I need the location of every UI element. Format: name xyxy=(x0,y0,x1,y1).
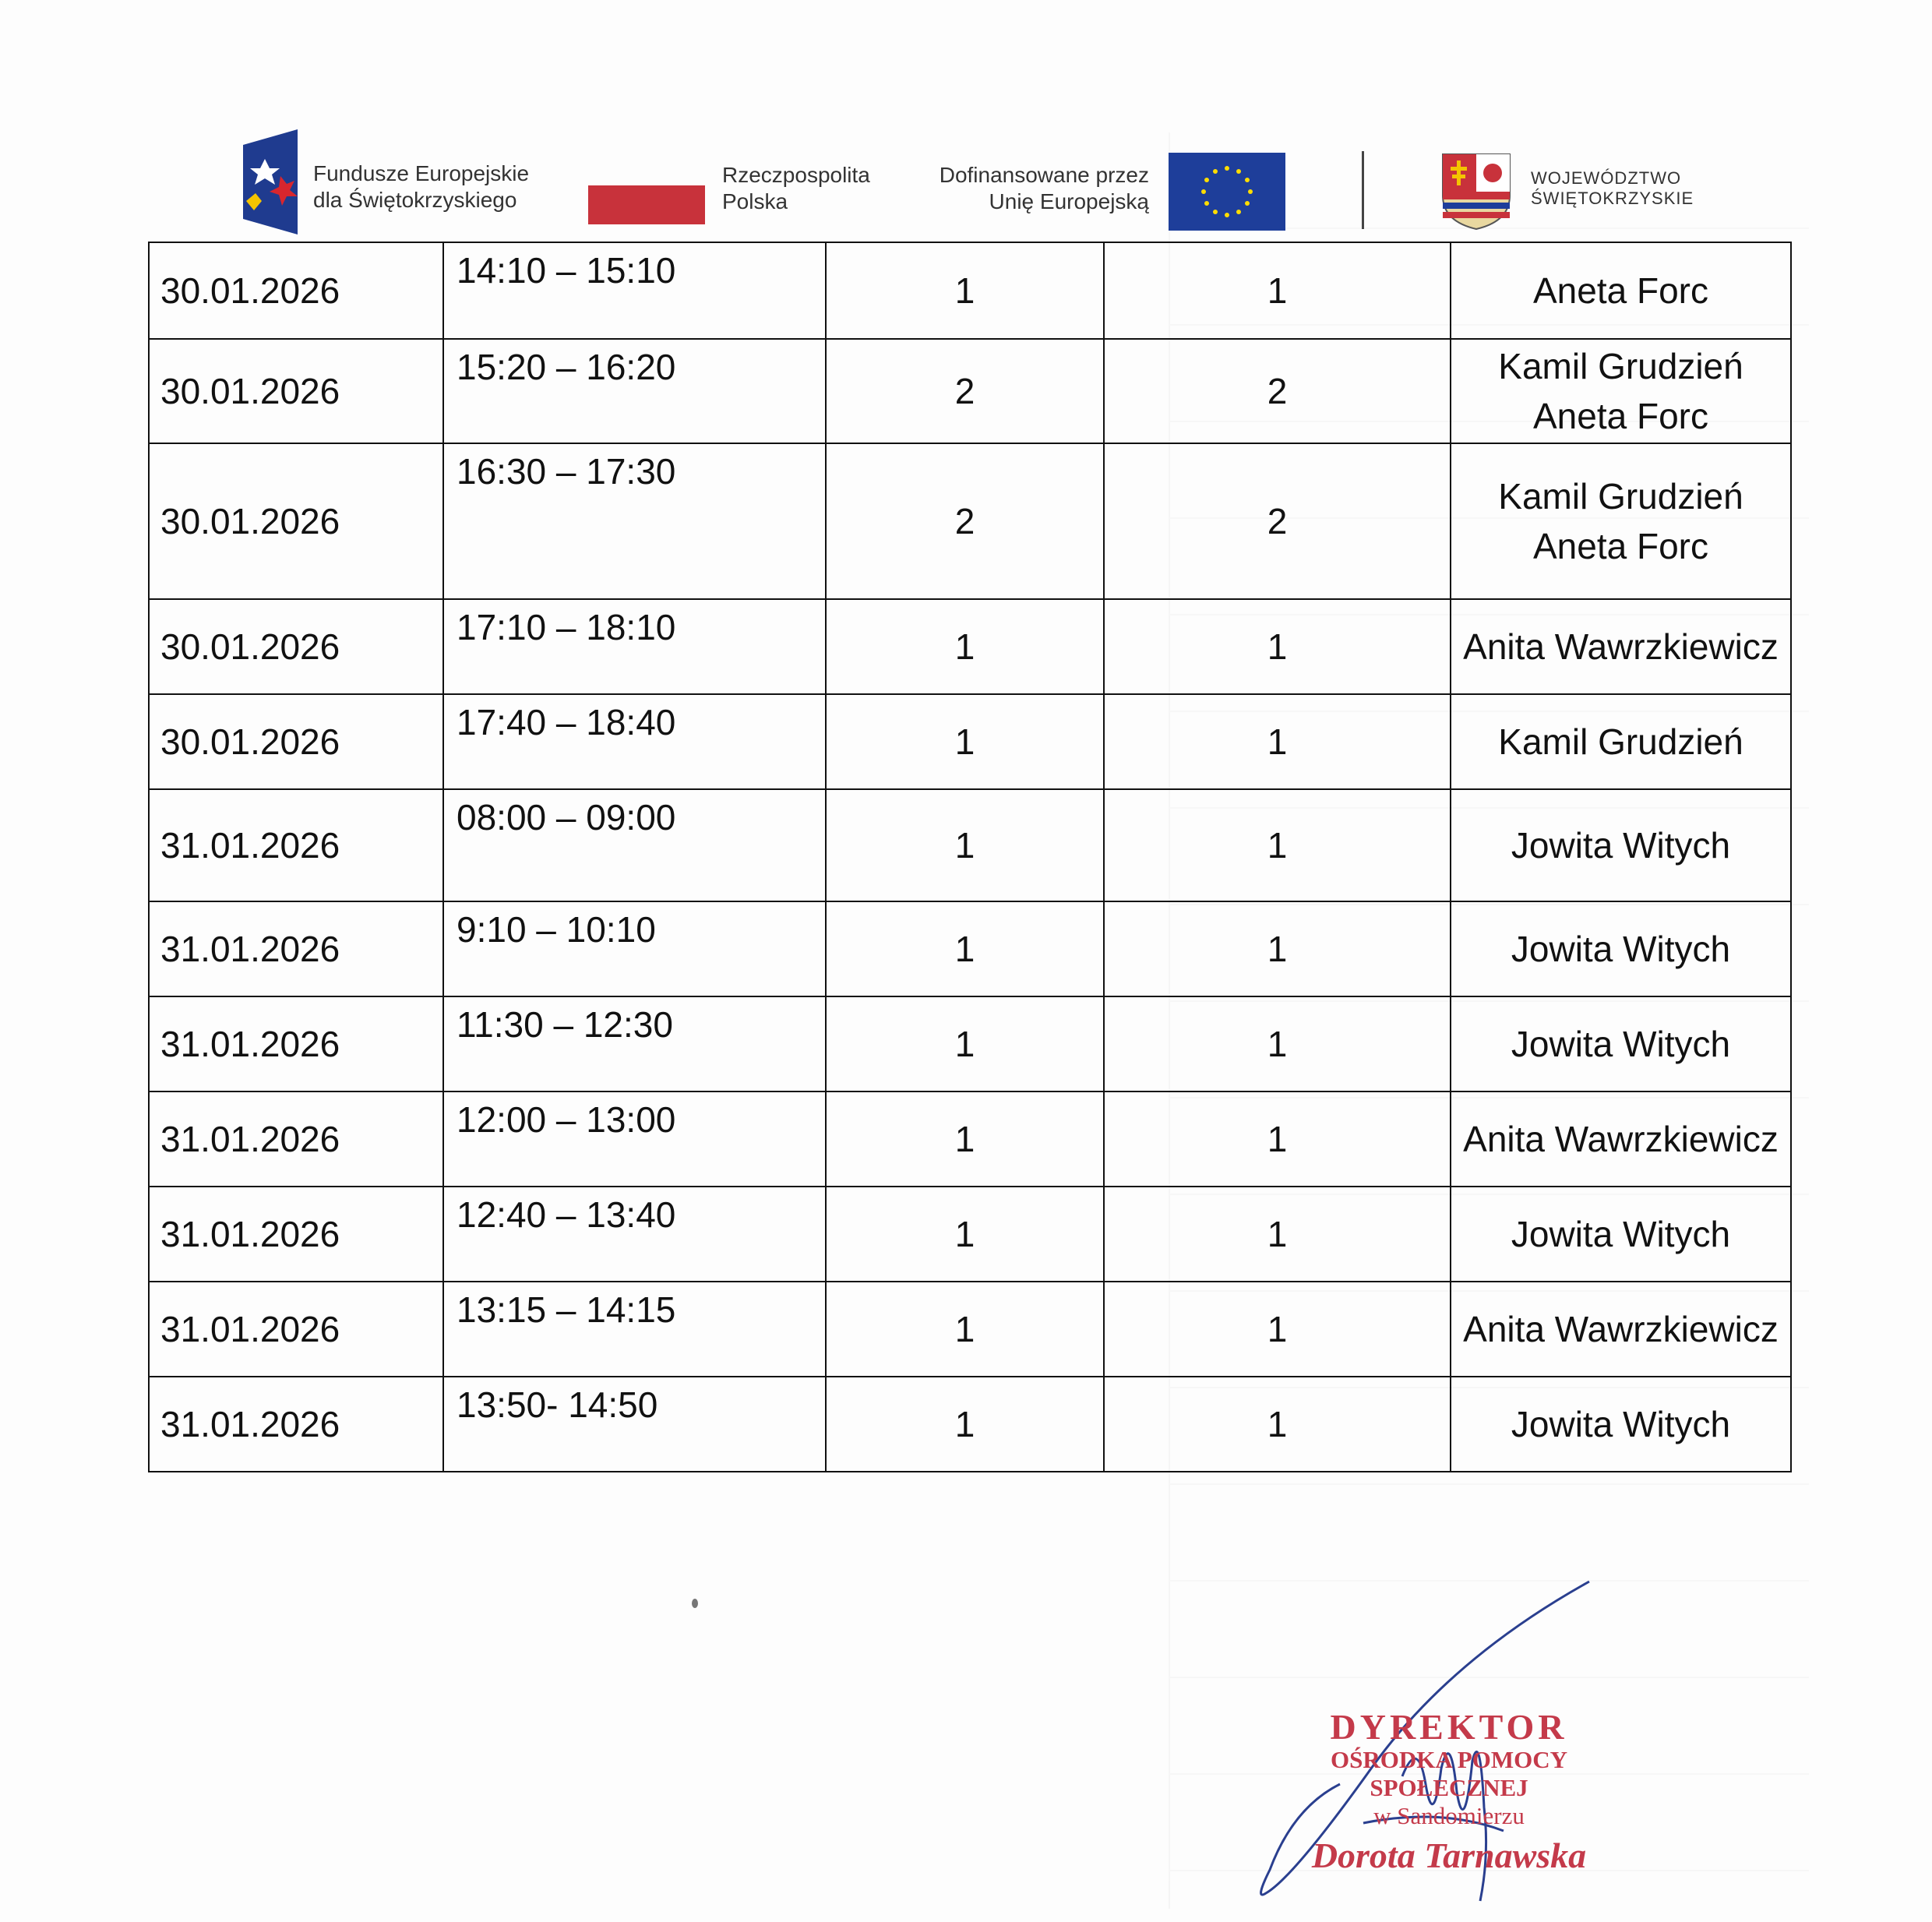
table-row xyxy=(149,339,1791,443)
person-cell xyxy=(1451,242,1791,339)
count-cell: 1 xyxy=(1104,694,1451,789)
date-cell: 31.01.2026 xyxy=(149,789,443,901)
time-cell: 12:00 – 13:00 xyxy=(443,1091,826,1187)
count-cell: 1 xyxy=(826,242,1104,339)
schedule-table xyxy=(148,242,1792,1472)
person-name: Kamil Grudzień xyxy=(1498,476,1743,517)
date-cell: 30.01.2026 xyxy=(149,694,443,789)
time-cell: 17:40 – 18:40 xyxy=(443,694,826,789)
table-row xyxy=(149,1282,1791,1377)
person-cell xyxy=(1451,443,1791,599)
table-row xyxy=(149,242,1791,339)
swietokrzyskie-coat-of-arms-icon xyxy=(1441,153,1511,231)
table-row xyxy=(149,1091,1791,1187)
count-cell: 1 xyxy=(826,901,1104,996)
person-cell xyxy=(1451,1091,1791,1187)
count-cell: 2 xyxy=(826,443,1104,599)
date-cell: 31.01.2026 xyxy=(149,1187,443,1282)
person-name: Aneta Forc xyxy=(1533,526,1708,566)
person-name: Kamil Grudzień xyxy=(1498,721,1743,762)
count-cell: 1 xyxy=(826,694,1104,789)
date-cell: 30.01.2026 xyxy=(149,339,443,443)
person-cell xyxy=(1451,1187,1791,1282)
date-cell: 31.01.2026 xyxy=(149,996,443,1091)
fundusze-europejskie-logo-icon xyxy=(243,129,298,235)
count-cell: 1 xyxy=(826,996,1104,1091)
person-name: Jowita Witych xyxy=(1511,1214,1731,1254)
eu-flag-icon xyxy=(1169,153,1285,231)
poland-flag-icon xyxy=(588,185,705,224)
table-row xyxy=(149,789,1791,901)
count-cell: 1 xyxy=(826,1282,1104,1377)
count-cell: 1 xyxy=(1104,1282,1451,1377)
count-cell: 1 xyxy=(826,1091,1104,1187)
time-cell: 16:30 – 17:30 xyxy=(443,443,826,599)
date-cell: 30.01.2026 xyxy=(149,599,443,694)
count-cell: 1 xyxy=(1104,1377,1451,1472)
person-cell xyxy=(1451,599,1791,694)
table-row xyxy=(149,996,1791,1091)
count-cell: 1 xyxy=(826,599,1104,694)
table-row xyxy=(149,1187,1791,1282)
table-row xyxy=(149,443,1791,599)
date-cell: 31.01.2026 xyxy=(149,1091,443,1187)
person-name: Jowita Witych xyxy=(1511,929,1731,969)
person-cell xyxy=(1451,694,1791,789)
table-row xyxy=(149,901,1791,996)
count-cell: 1 xyxy=(1104,242,1451,339)
person-cell xyxy=(1451,789,1791,901)
time-cell: 14:10 – 15:10 xyxy=(443,242,826,339)
person-name: Aneta Forc xyxy=(1533,396,1708,436)
person-cell xyxy=(1451,996,1791,1091)
count-cell: 2 xyxy=(1104,443,1451,599)
count-cell: 1 xyxy=(1104,1187,1451,1282)
person-name: Anita Wawrzkiewicz xyxy=(1463,1119,1779,1159)
person-cell xyxy=(1451,901,1791,996)
count-cell: 1 xyxy=(1104,789,1451,901)
count-cell: 1 xyxy=(1104,901,1451,996)
person-cell xyxy=(1451,1377,1791,1472)
date-cell: 30.01.2026 xyxy=(149,443,443,599)
count-cell: 1 xyxy=(1104,1091,1451,1187)
date-cell: 31.01.2026 xyxy=(149,1377,443,1472)
date-cell: 31.01.2026 xyxy=(149,901,443,996)
table-row xyxy=(149,1377,1791,1472)
count-cell: 1 xyxy=(826,1377,1104,1472)
count-cell: 1 xyxy=(1104,599,1451,694)
eu-funding-text: Dofinansowane przez Unię Europejską xyxy=(939,163,1149,213)
scan-speck xyxy=(692,1599,698,1608)
count-cell: 1 xyxy=(826,1187,1104,1282)
time-cell: 08:00 – 09:00 xyxy=(443,789,826,901)
count-cell: 2 xyxy=(826,339,1104,443)
wojewodztwo-text: WOJEWÓDZTWO ŚWIĘTOKRZYSKIE xyxy=(1531,168,1694,208)
rzeczpospolita-text: Rzeczpospolita Polska xyxy=(722,163,870,213)
count-cell: 1 xyxy=(1104,996,1451,1091)
time-cell: 13:50- 14:50 xyxy=(443,1377,826,1472)
logo-bar xyxy=(0,125,1932,242)
person-cell xyxy=(1451,1282,1791,1377)
time-cell: 12:40 – 13:40 xyxy=(443,1187,826,1282)
count-cell: 2 xyxy=(1104,339,1451,443)
person-name: Jowita Witych xyxy=(1511,1024,1731,1064)
person-name: Jowita Witych xyxy=(1511,825,1731,866)
time-cell: 15:20 – 16:20 xyxy=(443,339,826,443)
count-cell: 1 xyxy=(826,789,1104,901)
person-name: Anita Wawrzkiewicz xyxy=(1463,626,1779,667)
logo-divider xyxy=(1362,151,1364,229)
person-cell xyxy=(1451,339,1791,443)
date-cell: 31.01.2026 xyxy=(149,1282,443,1377)
person-name: Kamil Grudzień xyxy=(1498,346,1743,386)
fundusze-europejskie-text: Fundusze Europejskie dla Świętokrzyskiego xyxy=(313,161,530,212)
person-name: Aneta Forc xyxy=(1533,270,1708,311)
person-name: Jowita Witych xyxy=(1511,1404,1731,1444)
table-row xyxy=(149,599,1791,694)
time-cell: 13:15 – 14:15 xyxy=(443,1282,826,1377)
date-cell: 30.01.2026 xyxy=(149,242,443,339)
person-name: Anita Wawrzkiewicz xyxy=(1463,1309,1779,1349)
table-row xyxy=(149,694,1791,789)
time-cell: 9:10 – 10:10 xyxy=(443,901,826,996)
time-cell: 17:10 – 18:10 xyxy=(443,599,826,694)
director-stamp: DYREKTOR OŚRODKA POMOCY SPOŁECZNEJ w Sandomierzu Dorota Tarnawska xyxy=(1311,1707,1587,1875)
time-cell: 11:30 – 12:30 xyxy=(443,996,826,1091)
